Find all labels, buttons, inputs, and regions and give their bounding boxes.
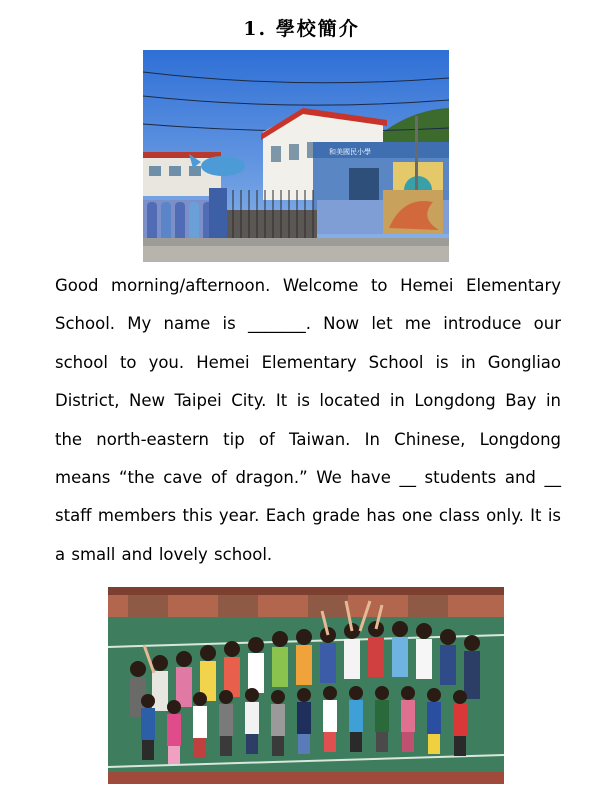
school-entrance-photo: [143, 50, 449, 262]
intro-paragraph: [55, 267, 561, 574]
students-group-photo: [108, 587, 504, 784]
page-heading: 1. 學校簡介: [243, 18, 360, 40]
school-sign: 和美國民小學: [329, 148, 371, 156]
intro-text: Good morning/afternoon. Welcome to Hemei Elementary School. My name is _______. Now let me introduce our school to you. Hemei Elementary School is in Gongliao District, New Taipei City. It is located in Longdong Bay in the north-eastern tip of Taiwan. In Chinese, Longdong means “the cave of dragon.” We have __ students and __ staff members this year. Each grade has one class only. It is a small and lovely school.: [55, 276, 561, 564]
